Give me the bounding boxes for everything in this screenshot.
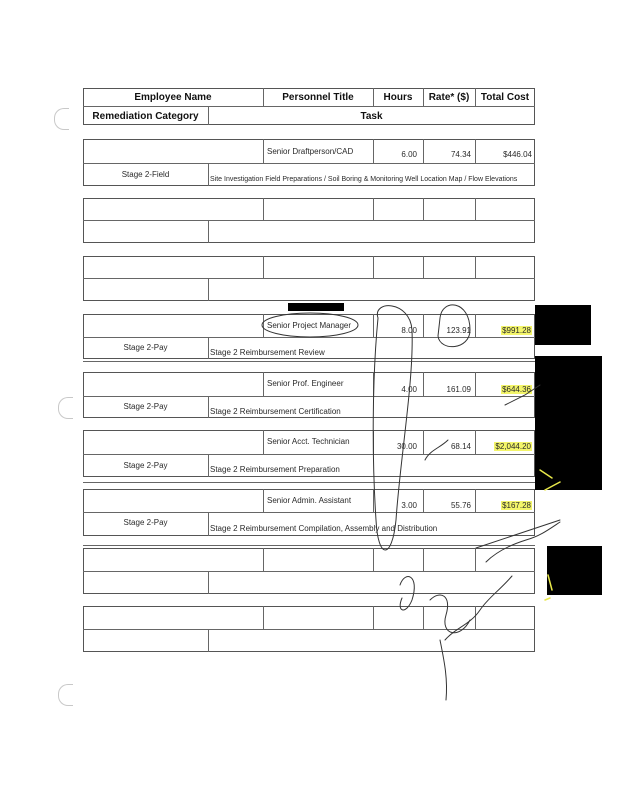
circle-around-title [262, 313, 358, 337]
task-description: Stage 2 Reimbursement Certification [210, 407, 341, 416]
highlighted-total: $167.28 [502, 501, 531, 510]
yellow-highlighter-mark [540, 470, 560, 600]
hours-column-loop [373, 306, 412, 550]
rate-value: 68.14 [450, 442, 471, 451]
header-total-cost: Total Cost [480, 92, 530, 103]
personnel-title: Senior Draftperson/CAD [267, 147, 354, 156]
rate-value: 55.76 [450, 501, 471, 510]
hours-value: 4.00 [401, 385, 417, 394]
hours-value: 6.00 [401, 150, 417, 159]
signature-scribble [476, 520, 560, 548]
signature-scribble [425, 440, 448, 460]
task-description: Stage 2 Reimbursement Review [210, 348, 325, 357]
hours-value: 3.00 [401, 501, 417, 510]
highlighted-total: $644.36 [502, 385, 531, 394]
remediation-category: Stage 2-Pay [123, 343, 168, 352]
header-hours: Hours [383, 92, 413, 103]
personnel-title: Senior Prof. Engineer [267, 379, 344, 388]
signature-scribble [440, 640, 447, 700]
rate-value: 74.34 [450, 150, 471, 159]
hours-value: 30.00 [396, 442, 417, 451]
signature-scribble [486, 522, 560, 562]
header-task: Task [360, 111, 383, 122]
task-description: Site Investigation Field Preparations / Soil Boring & Monitoring Well Location Map / Flow Elevations [210, 176, 518, 183]
header-personnel-title: Personnel Title [282, 92, 354, 103]
remediation-category: Stage 2-Pay [123, 518, 168, 527]
remediation-category: Stage 2-Field [121, 170, 170, 179]
signature-scribble [400, 577, 414, 610]
remediation-category: Stage 2-Pay [123, 402, 168, 411]
total-cost-value: $446.04 [503, 150, 532, 159]
tick-mark [505, 385, 540, 405]
hours-value: 8.00 [401, 326, 417, 335]
header-employee-name: Employee Name [134, 92, 212, 103]
signature-scribble [445, 576, 512, 640]
highlighted-total: $991.28 [502, 326, 531, 335]
rate-value: 161.09 [446, 385, 471, 394]
task-description: Stage 2 Reimbursement Preparation [210, 465, 340, 474]
personnel-title: Senior Project Manager [267, 321, 352, 330]
highlighted-total: $2,044.20 [495, 442, 531, 451]
signature-scribble [430, 595, 470, 633]
task-description: Stage 2 Reimbursement Compilation, Assembly and Distribution [210, 524, 438, 533]
personnel-title: Senior Admin. Assistant [267, 496, 352, 505]
rate-value: 123.91 [446, 326, 471, 335]
remediation-category: Stage 2-Pay [123, 461, 168, 470]
header-remediation-category: Remediation Category [92, 111, 199, 122]
rate-column-loop [438, 305, 470, 347]
header-rate: Rate* ($) [428, 92, 470, 103]
personnel-title: Senior Acct. Technician [267, 437, 350, 446]
